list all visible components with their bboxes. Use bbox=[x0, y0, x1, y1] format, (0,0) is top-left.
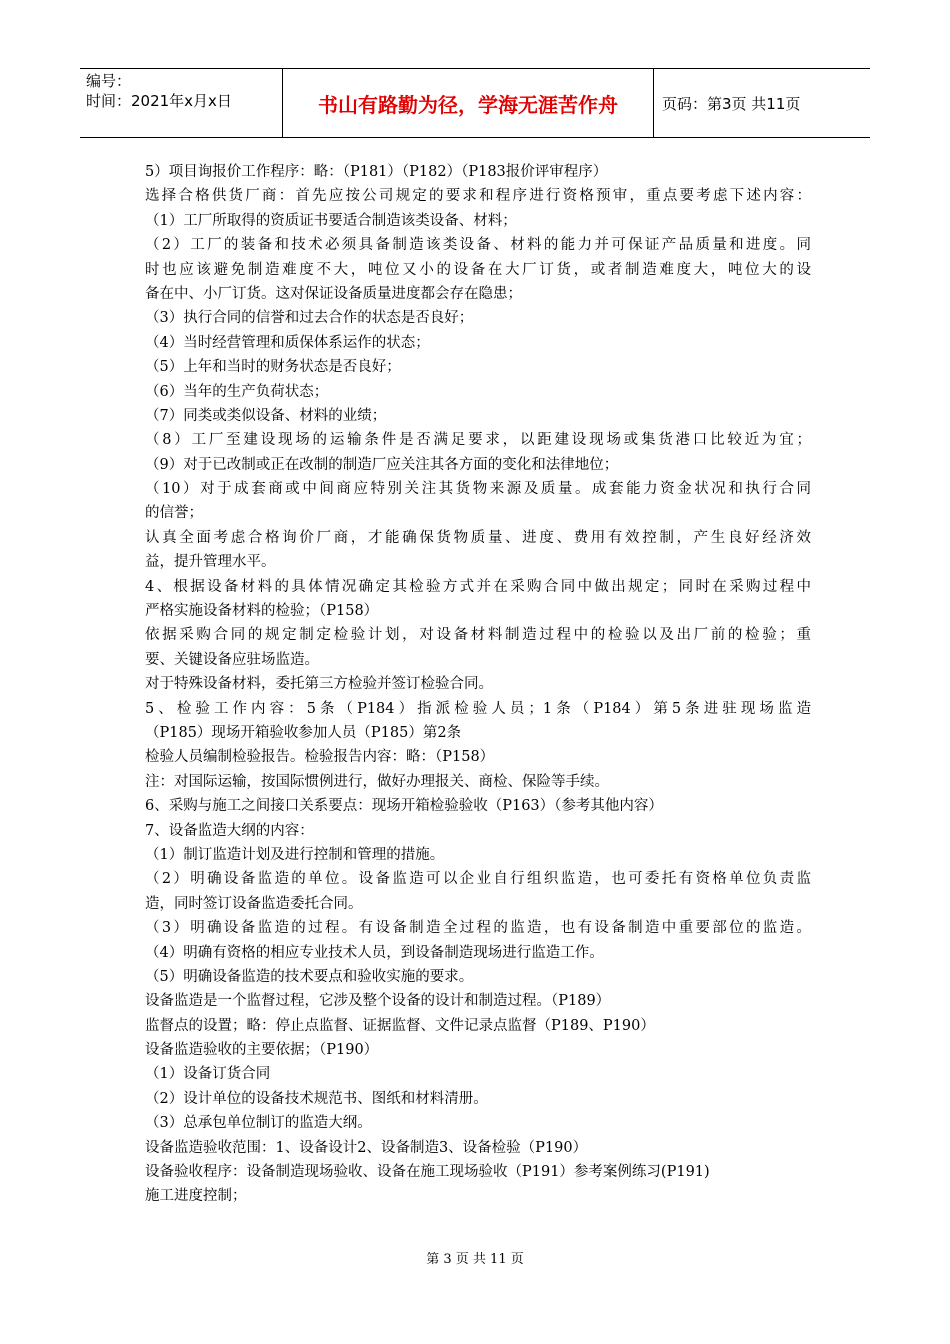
text-line: （5）明确设备监造的技术要点和验收实施的要求。 bbox=[145, 968, 474, 985]
number-label: 编号： bbox=[86, 72, 132, 90]
text-line: 注：对国际运输，按国际惯例进行，做好办理报关、商检、保险等手续。 bbox=[145, 773, 609, 790]
text-line: （2）明确设备监造的单位。设备监造可以企业自行组织监造，也可委托有资格单位负责监 bbox=[145, 871, 811, 888]
text-line: 严格实施设备材料的检验；（P158） bbox=[145, 603, 379, 620]
text-line: 设备监造验收范围：1、设备设计2、设备制造3、设备检验（P190） bbox=[145, 1139, 588, 1156]
text-line: （1）设备订货合同 bbox=[145, 1066, 271, 1083]
text-line: 对于特殊设备材料，委托第三方检验并签订检验合同。 bbox=[145, 676, 493, 693]
text-line: （3）明确设备监造的过程。有设备制造全过程的监造，也有设备制造中重要部位的监造。 bbox=[145, 920, 811, 937]
text-line: （3）执行合同的信誉和过去合作的状态是否良好； bbox=[145, 310, 474, 327]
header-meta bbox=[86, 71, 280, 111]
text-line: 备在中、小厂订货。这对保证设备质量进度都会存在隐患； bbox=[145, 285, 522, 302]
text-line: （5）上年和当时的财务状态是否良好； bbox=[145, 359, 401, 376]
text-line: （7）同类或类似设备、材料的业绩； bbox=[145, 407, 387, 424]
text-line: （P185）现场开箱验收参加人员（P185）第2条 bbox=[145, 724, 462, 741]
text-line: （9）对于已改制或正在改制的制造厂应关注其各方面的变化和法律地位； bbox=[145, 456, 619, 473]
text-line: 7、设备监造大纲的内容： bbox=[145, 822, 314, 839]
text-line: 设备监造验收的主要依据；（P190） bbox=[145, 1042, 379, 1059]
text-line: 要、关键设备应驻场监造。 bbox=[145, 651, 319, 668]
text-line: 5）项目询报价工作程序：略：（P181）（P182）（P183报价评审程序） bbox=[145, 164, 608, 180]
text-line: 施工进度控制； bbox=[145, 1188, 247, 1205]
time-label: 时间：2021年x月x日 bbox=[86, 92, 232, 110]
text-line: 设备监造是一个监督过程，它涉及整个设备的设计和制造过程。（P189） bbox=[145, 993, 611, 1010]
text-line: 依据采购合同的规定制定检验计划，对设备材料制造过程中的检验以及出厂前的检验；重 bbox=[145, 627, 811, 644]
text-line: 的信誉； bbox=[145, 505, 203, 522]
page-label: 页码：第3页 共11页 bbox=[662, 95, 801, 113]
text-line: 4、根据设备材料的具体情况确定其检验方式并在采购合同中做出规定；同时在采购过程中 bbox=[145, 578, 811, 595]
text-line: 选择合格供货厂商：首先应按公司规定的要求和程序进行资格预审，重点要考虑下述内容： bbox=[145, 188, 811, 205]
text-line: （2）工厂的装备和技术必须具备制造该类设备、材料的能力并可保证产品质量和进度。同 bbox=[145, 237, 811, 254]
text-line: 6、采购与施工之间接口关系要点：现场开箱检验验收（P163）（参考其他内容） bbox=[145, 798, 663, 815]
text-line: 检验人员编制检验报告。检验报告内容：略：（P158） bbox=[145, 749, 495, 766]
page-footer: 第 3 页 共 11 页 bbox=[426, 1252, 524, 1267]
text-line: 认真全面考虑合格询价厂商，才能确保货物质量、进度、费用有效控制，产生良好经济效 bbox=[145, 529, 811, 546]
text-line: （3）总承包单位制订的监造大纲。 bbox=[145, 1115, 372, 1132]
text-line: （4）明确有资格的相应专业技术人员，到设备制造现场进行监造工作。 bbox=[145, 944, 604, 961]
text-line: 设备验收程序：设备制造现场验收、设备在施工现场验收（P191）参考案例练习(P191) bbox=[145, 1164, 710, 1181]
text-line: （8）工厂至建设现场的运输条件是否满足要求，以距建设现场或集货港口比较近为宜； bbox=[145, 432, 811, 449]
text-line: 造，同时签订设备监造委托合同。 bbox=[145, 895, 363, 912]
text-line: （6）当年的生产负荷状态； bbox=[145, 383, 329, 400]
text-line: 5、检验工作内容：5条（P184）指派检验人员；1条（P184）第5条进驻现场监造 bbox=[145, 700, 811, 717]
text-line: 益，提升管理水平。 bbox=[145, 554, 276, 571]
text-line: 监督点的设置；略：停止点监督、证据监督、文件记录点监督（P189、P190） bbox=[145, 1017, 655, 1034]
text-line: （2）设计单位的设备技术规范书、图纸和材料清册。 bbox=[145, 1090, 488, 1107]
text-line: （1）工厂所取得的资质证书要适合制造该类设备、材料； bbox=[145, 212, 517, 229]
document-body bbox=[145, 160, 811, 1209]
text-line: （10）对于成套商或中间商应特别关注其货物来源及质量。成套能力资金状况和执行合同 bbox=[145, 481, 811, 498]
text-line: （1）制订监造计划及进行控制和管理的措施。 bbox=[145, 846, 445, 863]
page-header bbox=[80, 68, 870, 138]
text-line: （4）当时经营管理和质保体系运作的状态； bbox=[145, 334, 430, 351]
motto: 书山有路勤为径，学海无涯苦作舟 bbox=[318, 92, 618, 117]
text-line: 时也应该避免制造难度不大，吨位又小的设备在大厂订货，或者制造难度大，吨位大的设 bbox=[145, 261, 811, 278]
header-divider bbox=[653, 69, 654, 137]
